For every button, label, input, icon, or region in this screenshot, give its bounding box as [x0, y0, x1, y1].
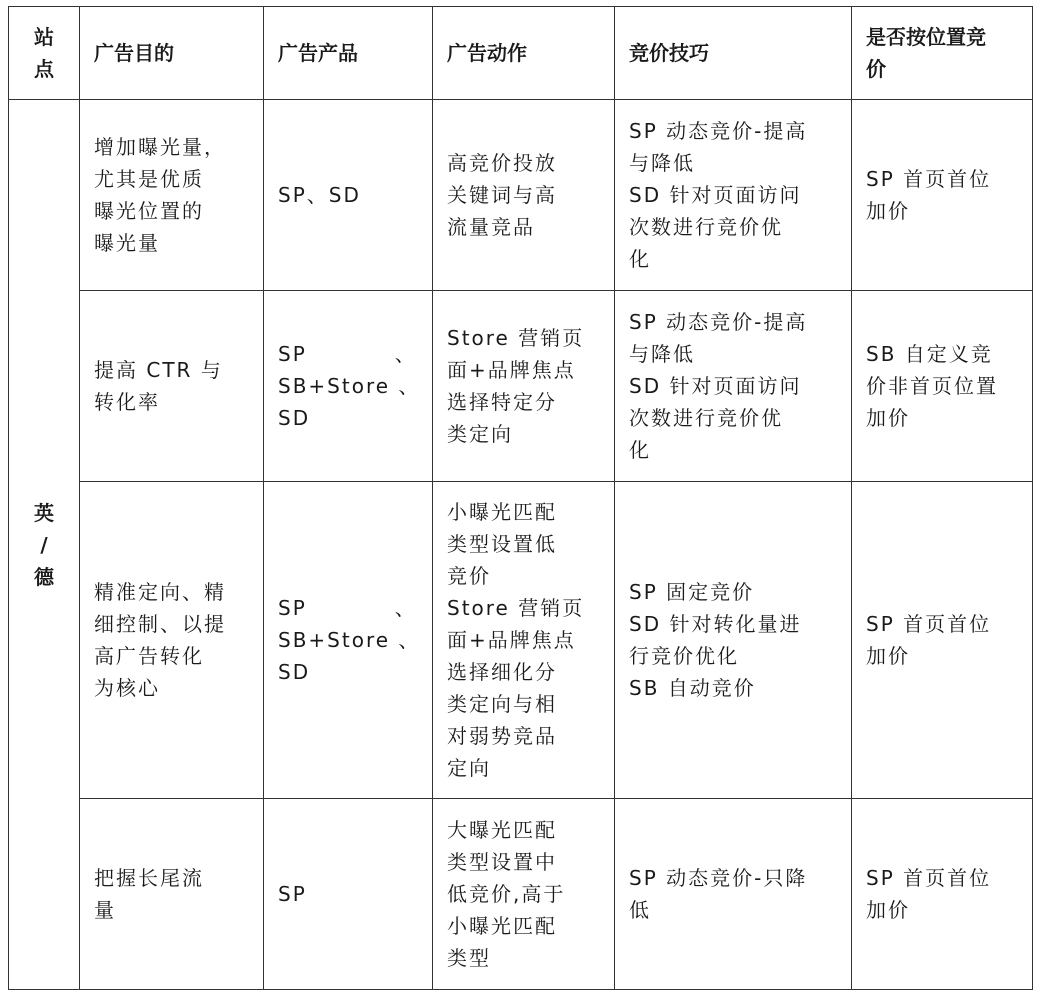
- goal-cell: [80, 799, 264, 990]
- text-line: 次数进行竞价优: [629, 406, 783, 430]
- table-row: [9, 291, 1033, 482]
- text-line: 与降低: [629, 151, 695, 175]
- text-line: 类型设置低: [447, 532, 557, 556]
- header-site-line: 点: [34, 57, 54, 81]
- text-line: SP 动态竞价-提高: [629, 310, 808, 334]
- text-line: 面+品牌焦点: [447, 628, 576, 652]
- text-line: 提高 CTR 与: [94, 358, 223, 382]
- text-line: SD 针对页面访问: [629, 183, 802, 207]
- text-line: SD 针对转化量进: [629, 612, 802, 636]
- text-line: SB 自定义竞: [866, 342, 993, 366]
- text-line: 为核心: [94, 676, 160, 700]
- text-line: SP 固定竞价: [629, 580, 755, 604]
- text-line: SD: [278, 406, 311, 430]
- text-line: 化: [629, 247, 651, 271]
- goal-cell: [80, 100, 264, 291]
- site-cell: [9, 100, 80, 990]
- bidding-cell: [615, 482, 852, 799]
- table-row: [9, 100, 1033, 291]
- text-line: 小曝光匹配: [447, 500, 557, 524]
- bidding-cell: [615, 100, 852, 291]
- bidding-cell: [615, 291, 852, 482]
- text-line: 量: [94, 898, 116, 922]
- text-line: Store 营销页: [447, 596, 585, 620]
- text-line: SD: [278, 660, 311, 684]
- text-line: 选择特定分: [447, 390, 557, 414]
- goal-cell: [80, 291, 264, 482]
- text-line: 曝光量: [94, 231, 160, 255]
- text-line: 化: [629, 438, 651, 462]
- text-line: 类定向与相: [447, 692, 557, 716]
- text-line: SP 首页首位: [866, 866, 992, 890]
- text-line: SP 动态竞价-只降: [629, 866, 808, 890]
- text-line: SP 首页首位: [866, 612, 992, 636]
- goal-cell: [80, 482, 264, 799]
- text-line: 低: [629, 898, 651, 922]
- text-line: SB+Store 、: [278, 628, 421, 652]
- header-position-line: 价: [866, 57, 886, 81]
- text-line: 选择细化分: [447, 660, 557, 684]
- text-line: 曝光位置的: [94, 199, 204, 223]
- position-cell: [852, 482, 1033, 799]
- text-line: 低竞价,高于: [447, 882, 566, 906]
- text-line: SP 动态竞价-提高: [629, 119, 808, 143]
- header-site: [9, 7, 80, 100]
- product-cell: [264, 291, 433, 482]
- action-cell: [433, 100, 615, 291]
- text-line: 类定向: [447, 422, 513, 446]
- text-line: 加价: [866, 199, 910, 223]
- text-line: 细控制、以提: [94, 612, 226, 636]
- text-line: SP 首页首位: [866, 167, 992, 191]
- text-line: 次数进行竞价优: [629, 215, 783, 239]
- product-cell: [264, 100, 433, 291]
- site-line: 德: [34, 564, 54, 589]
- text-line: 加价: [866, 406, 910, 430]
- text-line: 高广告转化: [94, 644, 204, 668]
- product-cell: [264, 799, 433, 990]
- text-line: 关键词与高: [447, 183, 557, 207]
- text-line: 尤其是优质: [94, 167, 204, 191]
- text-line: 定向: [447, 756, 491, 780]
- text-line: 类型设置中: [447, 850, 557, 874]
- site-line: /: [40, 532, 48, 557]
- table-row: [9, 482, 1033, 799]
- text-line: 加价: [866, 644, 910, 668]
- text-line: 与降低: [629, 342, 695, 366]
- text-line: Store 营销页: [447, 326, 585, 350]
- text-line: 大曝光匹配: [447, 818, 557, 842]
- text-line: 类型: [447, 946, 491, 970]
- site-line: 英: [34, 500, 54, 525]
- text-line: SP 、: [278, 342, 417, 366]
- text-line: 竞价: [447, 564, 491, 588]
- action-cell: [433, 291, 615, 482]
- header-site-line: 站: [34, 25, 54, 49]
- text-line: 对弱势竞品: [447, 724, 557, 748]
- header-position: [852, 7, 1033, 100]
- text-line: 面+品牌焦点: [447, 358, 576, 382]
- bidding-cell: [615, 799, 852, 990]
- header-product: 广告产品: [264, 7, 433, 100]
- text-line: SB 自动竞价: [629, 676, 756, 700]
- text-line: SB+Store 、: [278, 374, 421, 398]
- text-line: 增加曝光量，: [94, 135, 226, 159]
- position-cell: [852, 291, 1033, 482]
- header-bidding: 竞价技巧: [615, 7, 852, 100]
- text-line: SP: [278, 882, 307, 906]
- text-line: 高竞价投放: [447, 151, 557, 175]
- action-cell: [433, 482, 615, 799]
- text-line: 加价: [866, 898, 910, 922]
- text-line: SD 针对页面访问: [629, 374, 802, 398]
- text-line: 把握长尾流: [94, 866, 204, 890]
- product-cell: [264, 482, 433, 799]
- text-line: 流量竞品: [447, 215, 535, 239]
- text-line: SP、SD: [278, 183, 361, 207]
- header-goal: 广告目的: [80, 7, 264, 100]
- text-line: 转化率: [94, 390, 160, 414]
- ad-strategy-table: [8, 6, 1033, 990]
- position-cell: [852, 100, 1033, 291]
- position-cell: [852, 799, 1033, 990]
- text-line: 行竞价优化: [629, 644, 739, 668]
- header-row: [9, 7, 1033, 100]
- action-cell: [433, 799, 615, 990]
- header-action: 广告动作: [433, 7, 615, 100]
- text-line: SP 、: [278, 596, 417, 620]
- table-row: [9, 799, 1033, 990]
- text-line: 精准定向、精: [94, 580, 226, 604]
- text-line: 价非首页位置: [866, 374, 998, 398]
- header-position-line: 是否按位置竞: [866, 25, 986, 49]
- text-line: 小曝光匹配: [447, 914, 557, 938]
